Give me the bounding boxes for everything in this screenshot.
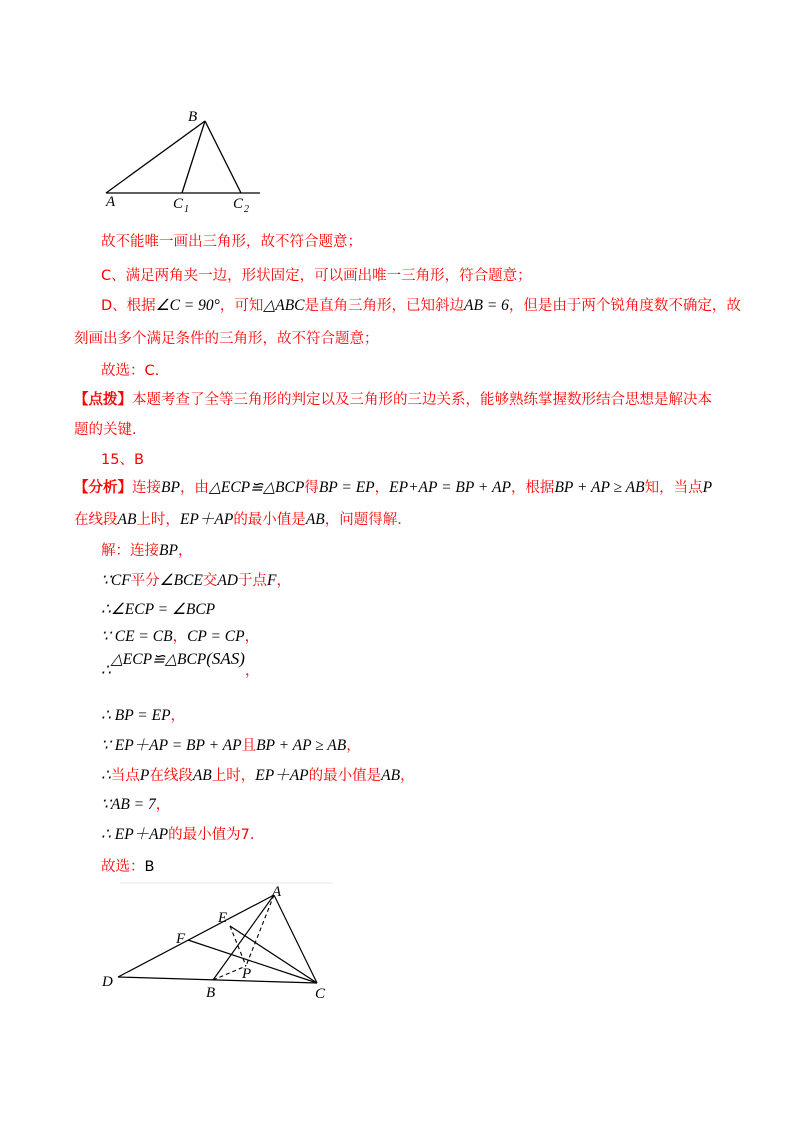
segment-fc <box>188 940 317 983</box>
label-c2: C <box>233 196 244 212</box>
label-p: P <box>242 966 252 982</box>
segment-ab <box>106 121 205 193</box>
label-c2-sub: 2 <box>244 204 249 215</box>
solution-line-1: 解：连接BP， <box>101 542 193 559</box>
segment-dc <box>118 977 317 983</box>
question-number: 15、B <box>101 452 144 468</box>
solution-line-6: ∴ BP = EP， <box>101 707 186 724</box>
label-b: B <box>188 109 198 125</box>
segment-ac <box>274 895 317 983</box>
segment-da <box>118 895 274 977</box>
solution-line-9: ∵AB = 7， <box>101 796 171 813</box>
text-line-4: 刻画出多个满足条件的三角形，故不符合题意； <box>74 331 379 347</box>
text-line-7: 题的关键. <box>74 422 137 438</box>
label-e: E <box>218 910 228 926</box>
label-b: B <box>206 985 216 1001</box>
segment-bc2 <box>205 121 241 193</box>
text-line-3: D、根据∠C = 90°，可知△ABC是直角三角形，已知斜边AB = 6，但是由于两个锐角度数不确定，故 <box>101 297 741 314</box>
remark-line: 【点拨】本题考查了全等三角形的判定以及三角形的三边关系，能够熟练掌握数形结合思想是解决本 <box>74 392 712 408</box>
solution-line-5: ∴△ECP≌△BCP(SAS)， <box>101 649 260 679</box>
label-f: F <box>176 931 186 947</box>
solution-line-7: ∵ EP＋AP = BP + AP且BP + AP ≥ AB， <box>101 737 361 754</box>
label-c1: C <box>173 196 184 212</box>
segment-bc1 <box>182 121 205 193</box>
solution-line-3: ∴∠ECP = ∠BCP <box>101 601 216 618</box>
triangle-figure-1 <box>100 105 270 220</box>
solution-line-2: ∵CF平分∠BCE交AD于点F， <box>101 572 291 589</box>
dashed-ep <box>230 926 246 966</box>
analysis-line-1: 【分析】连接BP，由△ECP≌△BCP得BP = EP，EP+AP = BP + AP，根据BP + AP ≥ AB知，当点P <box>74 479 713 496</box>
text-line-5: 故选：C. <box>101 363 160 379</box>
dashed-ap <box>246 895 274 966</box>
text-line-2: C、满足两角夹一边，形状固定，可以画出唯一三角形，符合题意； <box>101 268 532 284</box>
label-a: A <box>272 884 282 900</box>
solution-line-8: ∴当点P在线段AB上时，EP＋AP的最小值是AB， <box>101 767 415 784</box>
label-c: C <box>315 986 326 1002</box>
label-a: A <box>106 194 116 210</box>
solution-line-4: ∵ CE = CB，CP = CP， <box>101 628 260 645</box>
solution-line-10: ∴ EP＋AP的最小值为7. <box>101 826 255 843</box>
text-line-1: 故不能唯一画出三角形，故不符合题意； <box>101 234 362 250</box>
analysis-line-2: 在线段AB上时，EP＋AP的最小值是AB，问题得解. <box>74 511 402 528</box>
label-d: D <box>102 974 113 990</box>
triangle-figure-2 <box>98 880 348 1005</box>
label-c1-sub: 1 <box>184 204 189 215</box>
final-answer-line: 故选：B <box>101 859 155 875</box>
